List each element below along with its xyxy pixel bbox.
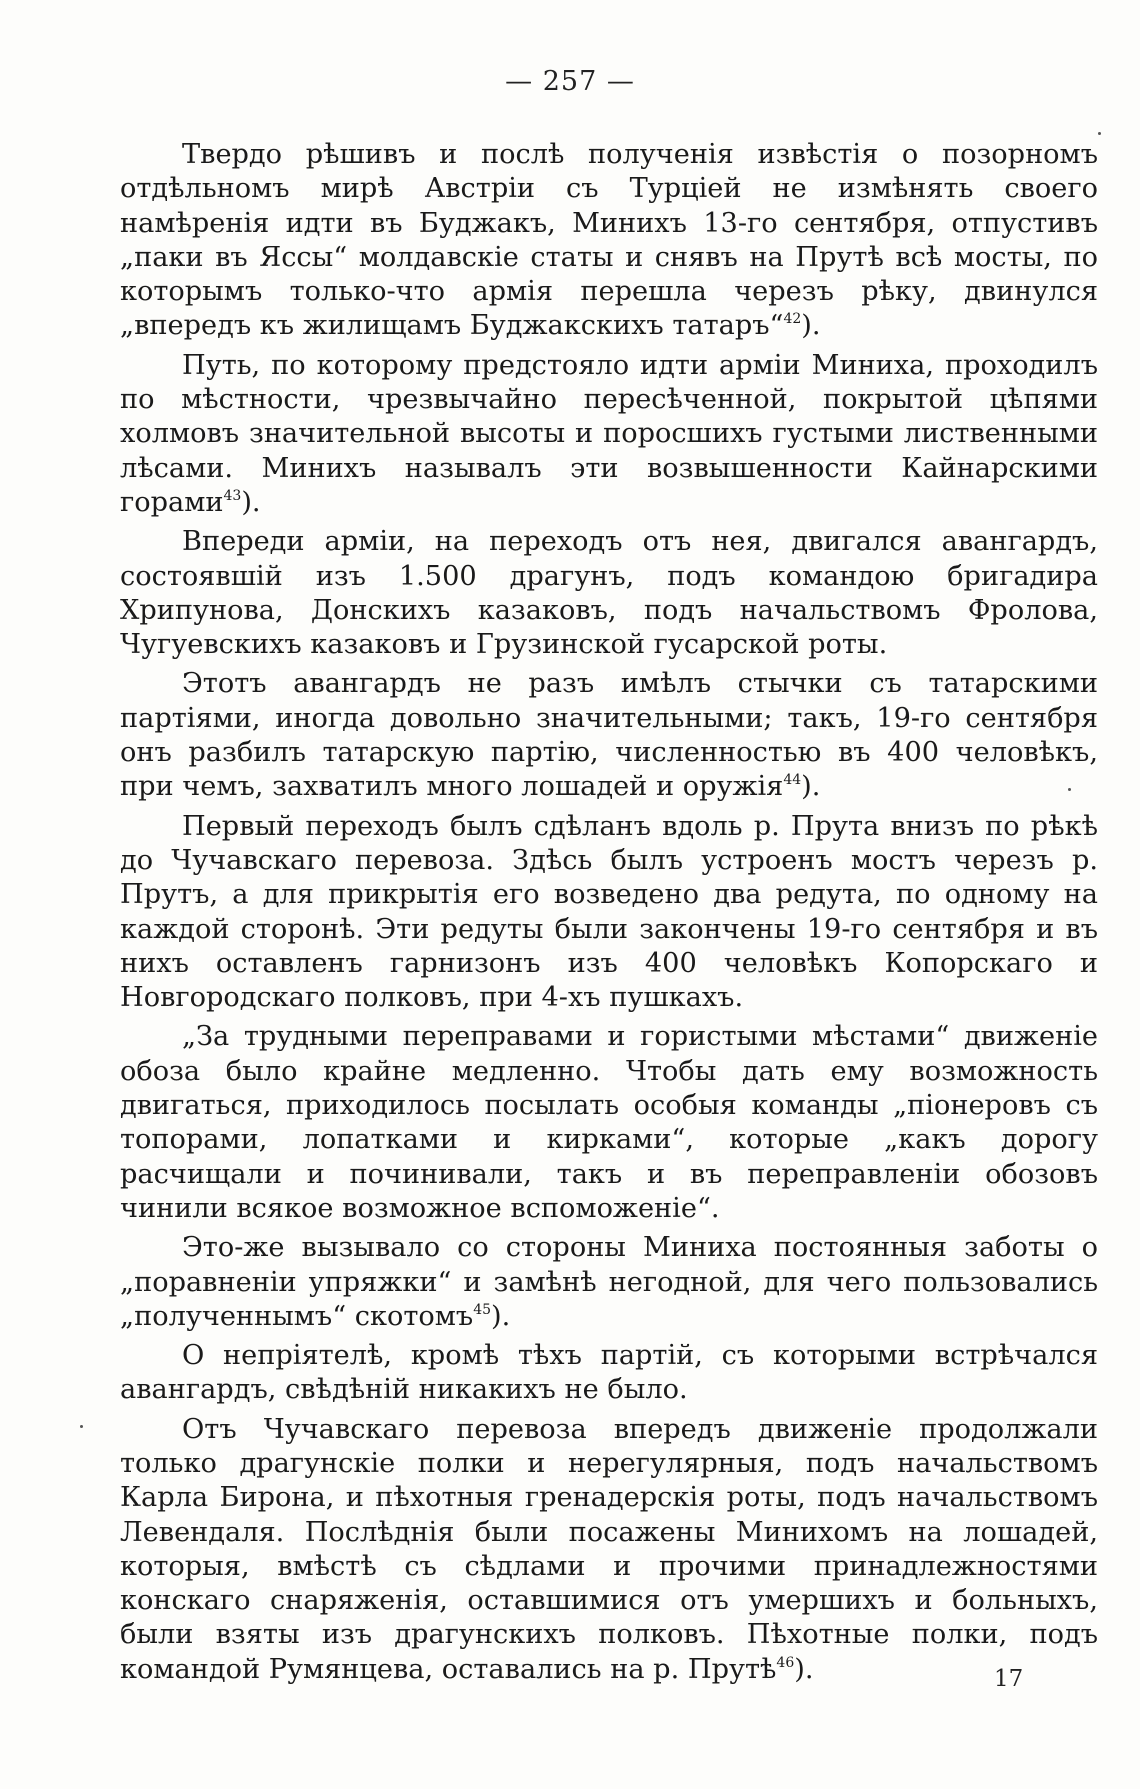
footnote-reference: 44 bbox=[783, 772, 802, 789]
paragraph bbox=[120, 1020, 1098, 1226]
paragraph-text: Первый переходъ былъ сдѣланъ вдоль р. Прута внизъ по рѣкѣ до Чучавскаго перевоза. Здѣсь былъ устроенъ мостъ черезъ р. Прутъ, а для прикрытія его возведено два редута, по одному на каждой сторонѣ. Эти редуты были закончены 19-го сентября и въ нихъ оставленъ гарнизонъ изъ 400 человѣкъ Копорскаго и Новгородскаго полковъ, при 4-хъ пушкахъ. bbox=[120, 810, 1098, 1014]
paragraph bbox=[120, 1339, 1098, 1408]
paragraph bbox=[120, 810, 1098, 1016]
signature-mark: 17 bbox=[994, 1666, 1024, 1692]
paragraph-text: Отъ Чучавскаго перевоза впередъ движеніе продолжали только драгунскіе полки и нерегулярныя, подъ начальствомъ Карла Бирона, и пѣхотныя гренадерскія роты, подъ начальствомъ Левендаля. Послѣднія были посажены Минихомъ на лошадей, которыя, вмѣстѣ съ сѣдлами и прочими принадлежностями конскаго снаряженія, оставшимися отъ умершихъ и больныхъ, были взяты изъ драгунскихъ полковъ. Пѣхотные полки, подъ командой Румянцева, оставались на р. Прутѣ bbox=[120, 1413, 1098, 1685]
paragraph-tail: ). bbox=[801, 771, 821, 803]
paragraph-text: О непріятелѣ, кромѣ тѣхъ партій, съ которыми встрѣчался авангардъ, свѣдѣній никакихъ не было. bbox=[120, 1340, 1098, 1406]
footnote-reference: 43 bbox=[223, 487, 242, 504]
print-speck bbox=[80, 1425, 83, 1428]
footnote-reference: 45 bbox=[473, 1301, 492, 1318]
paragraph bbox=[120, 349, 1098, 520]
paragraph-text: Путь, по которому предстояло идти арміи Миниха, проходилъ по мѣстности, чрезвычайно пересѣченной, покрытой цѣпями холмовъ значительной высоты и поросшихъ густыми лиственными лѣсами. Минихъ называлъ эти возвышенности Кайнарскими горами bbox=[120, 349, 1098, 518]
print-speck bbox=[1068, 788, 1071, 791]
paragraph bbox=[120, 1231, 1098, 1334]
paragraph-text: Твердо рѣшивъ и послѣ полученія извѣстія о позорномъ отдѣльномъ мирѣ Австріи съ Турціей не измѣнять своего намѣренія идти въ Буджакъ, Минихъ 13-го сентября, отпустивъ „паки въ Яссы“ молдавскіе статы и снявъ на Прутѣ всѣ мосты, по которымъ только-что армія перешла черезъ рѣку, двинулся „впередъ къ жилищамъ Буджакскихъ татаръ“ bbox=[120, 139, 1098, 342]
paragraph-text: Впереди арміи, на переходъ отъ нея, двигался авангардъ, состоявшій изъ 1.500 драгунъ, подъ командою бригадира Хрипунова, Донскихъ казаковъ, подъ начальствомъ Фролова, Чугуевскихъ казаковъ и Грузинской гусарской роты. bbox=[120, 526, 1098, 661]
paragraph bbox=[120, 1413, 1098, 1687]
body-text bbox=[120, 138, 1098, 1692]
page-number: — 257 — bbox=[505, 66, 635, 97]
print-speck bbox=[1098, 132, 1101, 135]
paragraph-tail: ). bbox=[241, 486, 261, 518]
paragraph bbox=[120, 525, 1098, 662]
paragraph bbox=[120, 138, 1098, 344]
footnote-reference: 42 bbox=[783, 311, 802, 328]
paragraph-text: Это-же вызывало со стороны Миниха постоянныя заботы о „поравненіи упряжки“ и замѣнѣ негодной, для чего пользовались „полученнымъ“ скотомъ bbox=[120, 1232, 1098, 1332]
paragraph-tail: ). bbox=[491, 1300, 511, 1332]
paragraph-tail: ). bbox=[801, 310, 821, 342]
paragraph bbox=[120, 667, 1098, 804]
paragraph-tail: ). bbox=[794, 1653, 814, 1685]
paragraph-text: „За трудными переправами и гористыми мѣстами“ движеніе обоза было крайне медленно. Чтобы дать ему возможность двигаться, приходилось посылать особыя команды „піонеровъ съ топорами, лопатками и кирками“, которые „какъ дорогу расчищали и починивали, такъ и въ переправленіи обозовъ чинили всякое возможное вспоможеніе“. bbox=[120, 1021, 1098, 1224]
footnote-reference: 46 bbox=[776, 1654, 795, 1671]
paragraph-text: Этотъ авангардъ не разъ имѣлъ стычки съ татарскими партіями, иногда довольно значительными; такъ, 19-го сентября онъ разбилъ татарскую партію, численностью въ 400 человѣкъ, при чемъ, захватилъ много лошадей и оружія bbox=[120, 668, 1098, 803]
